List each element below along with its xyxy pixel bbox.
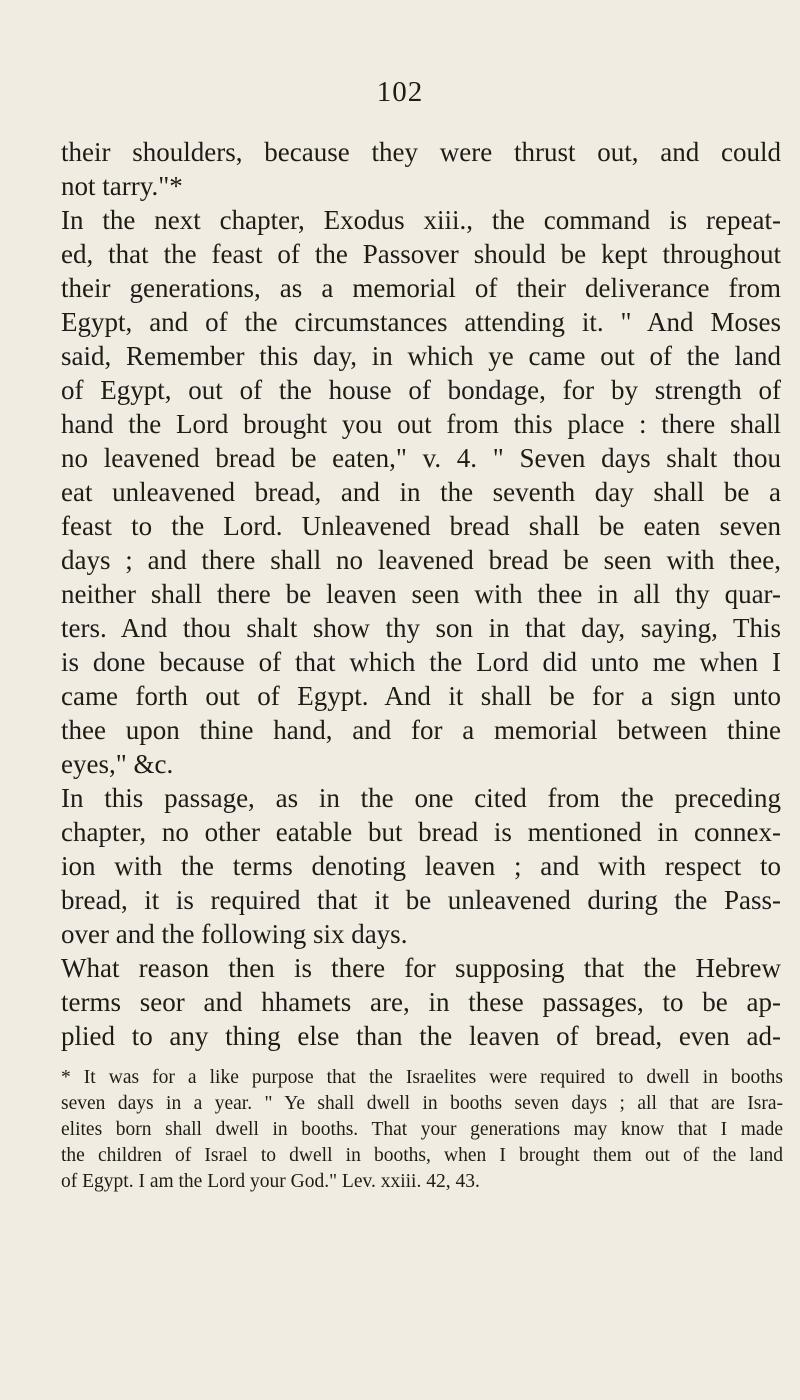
- body-line: plied to any thing else than the leaven of bread, even ad-: [61, 1021, 781, 1051]
- body-line: their shoulders, because they were thrust out, and could: [61, 137, 781, 167]
- body-line: In this passage, as in the one cited from the preceding: [61, 783, 781, 813]
- body-line: ters. And thou shalt show thy son in that day, saying, This: [61, 613, 781, 643]
- body-line: In the next chapter, Exodus xiii., the command is repeat-: [61, 205, 781, 235]
- body-line: neither shall there be leaven seen with thee in all thy quar-: [61, 579, 781, 609]
- body-line: eyes," &c.: [61, 749, 174, 779]
- body-line: feast to the Lord. Unleavened bread shall be eaten seven: [61, 511, 781, 541]
- body-line: is done because of that which the Lord did unto me when I: [61, 647, 781, 677]
- body-line: What reason then is there for supposing that the Hebrew: [61, 953, 781, 983]
- body-line: eat unleavened bread, and in the seventh day shall be a: [61, 477, 781, 507]
- page-number: 102: [376, 76, 424, 108]
- body-line: came forth out of Egypt. And it shall be for a sign unto: [61, 681, 781, 711]
- body-line: over and the following six days.: [61, 919, 408, 949]
- footnote-line: the children of Israel to dwell in booths, when I brought them out of the land: [61, 1145, 783, 1166]
- body-line: their generations, as a memorial of their deliverance from: [61, 273, 781, 303]
- body-line: not tarry."*: [61, 171, 183, 201]
- footnote-line: seven days in a year. " Ye shall dwell in booths seven days ; all that are Isra-: [61, 1093, 783, 1114]
- body-line: bread, it is required that it be unleavened during the Pass-: [61, 885, 781, 915]
- body-line: days ; and there shall no leavened bread be seen with thee,: [61, 545, 781, 575]
- body-line: Egypt, and of the circumstances attending it. " And Moses: [61, 307, 781, 337]
- footnote-line: elites born shall dwell in booths. That your generations may know that I made: [61, 1119, 783, 1140]
- body-line: of Egypt, out of the house of bondage, for by strength of: [61, 375, 781, 405]
- body-line: no leavened bread be eaten," v. 4. " Seven days shalt thou: [61, 443, 781, 473]
- body-line: said, Remember this day, in which ye came out of the land: [61, 341, 781, 371]
- body-line: ion with the terms denoting leaven ; and with respect to: [61, 851, 781, 881]
- body-line: ed, that the feast of the Passover should be kept throughout: [61, 239, 781, 269]
- body-line: terms seor and hhamets are, in these passages, to be ap-: [61, 987, 781, 1017]
- body-line: chapter, no other eatable but bread is mentioned in connex-: [61, 817, 781, 847]
- body-line: thee upon thine hand, and for a memorial between thine: [61, 715, 781, 745]
- footnote-line: of Egypt. I am the Lord your God." Lev. xxiii. 42, 43.: [61, 1171, 480, 1192]
- body-line: hand the Lord brought you out from this place : there shall: [61, 409, 781, 439]
- footnote-line: * It was for a like purpose that the Israelites were required to dwell in booths: [61, 1067, 783, 1088]
